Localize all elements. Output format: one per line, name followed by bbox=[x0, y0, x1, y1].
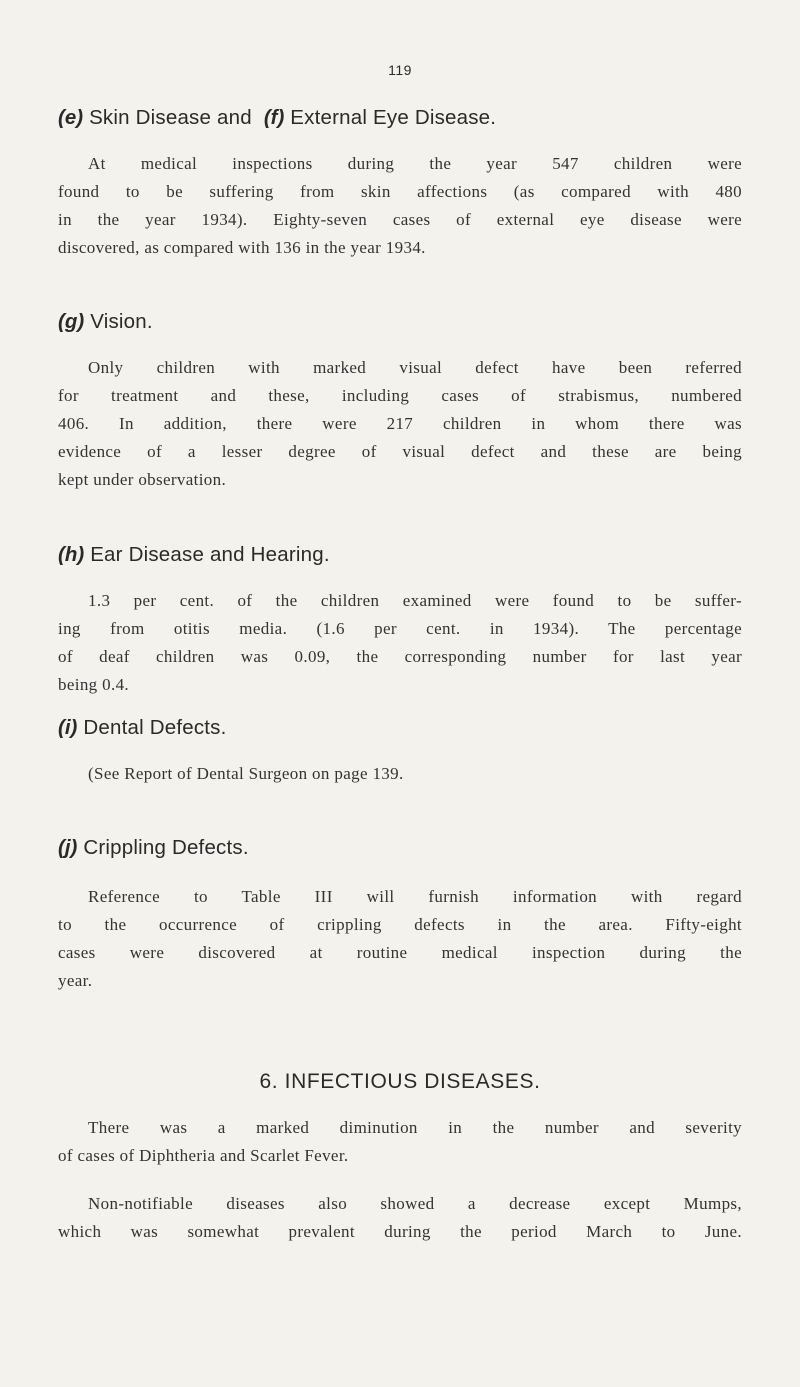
paragraph-skin-eye bbox=[58, 150, 742, 262]
paragraph-vision bbox=[58, 354, 742, 494]
paragraph-crippling bbox=[58, 883, 742, 995]
text-line: year. bbox=[58, 971, 93, 990]
heading-marker-i: (i) bbox=[58, 716, 78, 739]
text-line: There was a marked diminution in the number and severity bbox=[88, 1118, 742, 1137]
text-line: ing from otitis media. (1.6 per cent. in 1934). The percentage bbox=[58, 619, 742, 638]
text-line: (See Report of Dental Surgeon on page 139. bbox=[88, 764, 404, 783]
heading-skin-eye-disease bbox=[58, 106, 496, 130]
text-line: 406. In addition, there were 217 children in whom there was bbox=[58, 414, 742, 433]
heading-title-crippling: Crippling Defects. bbox=[83, 836, 249, 859]
text-line: Only children with marked visual defect have been referred bbox=[88, 358, 742, 377]
text-line: being 0.4. bbox=[58, 675, 130, 694]
heading-ear-hearing bbox=[58, 543, 330, 567]
heading-marker-g: (g) bbox=[58, 310, 85, 333]
paragraph-infectious-2 bbox=[58, 1190, 742, 1246]
text-line: of deaf children was 0.09, the corresponding number for last year bbox=[58, 647, 742, 666]
heading-title-dental: Dental Defects. bbox=[83, 716, 227, 739]
heading-marker-f: (f) bbox=[263, 106, 285, 129]
heading-dental bbox=[58, 716, 227, 740]
text-line: which was somewhat prevalent during the period March to June. bbox=[58, 1222, 742, 1241]
text-line: cases were discovered at routine medical inspection during the bbox=[58, 943, 742, 962]
heading-marker-j: (j) bbox=[58, 836, 78, 859]
heading-marker-e: (e) bbox=[58, 106, 84, 129]
heading-title-eye: External Eye Disease. bbox=[290, 106, 497, 129]
heading-title-skin: Skin Disease and bbox=[89, 106, 252, 129]
section-title-infectious: 6. INFECTIOUS DISEASES. bbox=[259, 1070, 541, 1093]
heading-title-ear: Ear Disease and Hearing. bbox=[90, 543, 330, 566]
heading-title-vision: Vision. bbox=[90, 310, 153, 333]
paragraph-ear bbox=[58, 587, 742, 699]
heading-marker-h: (h) bbox=[58, 543, 85, 566]
text-line: found to be suffering from skin affections (as compared with 480 bbox=[58, 182, 742, 201]
text-line: 1.3 per cent. of the children examined were found to be suffer- bbox=[88, 591, 742, 610]
text-line: Non-notifiable diseases also showed a decrease except Mumps, bbox=[88, 1194, 742, 1213]
text-line: discovered, as compared with 136 in the year 1934. bbox=[58, 238, 426, 257]
text-line: for treatment and these, including cases of strabismus, numbered bbox=[58, 386, 742, 405]
text-line: kept under observation. bbox=[58, 470, 227, 489]
text-line: evidence of a lesser degree of visual defect and these are being bbox=[58, 442, 742, 461]
heading-vision bbox=[58, 310, 153, 334]
heading-crippling bbox=[58, 836, 249, 860]
text-line: At medical inspections during the year 547 children were bbox=[88, 154, 742, 173]
text-line: Reference to Table III will furnish information with regard bbox=[88, 887, 742, 906]
text-line: in the year 1934). Eighty-seven cases of external eye disease were bbox=[58, 210, 742, 229]
paragraph-infectious-1 bbox=[58, 1114, 742, 1170]
page-number: 119 bbox=[388, 62, 412, 78]
text-line: of cases of Diphtheria and Scarlet Fever. bbox=[58, 1146, 349, 1165]
text-line: to the occurrence of crippling defects in the area. Fifty-eight bbox=[58, 915, 742, 934]
paragraph-dental bbox=[58, 760, 742, 788]
